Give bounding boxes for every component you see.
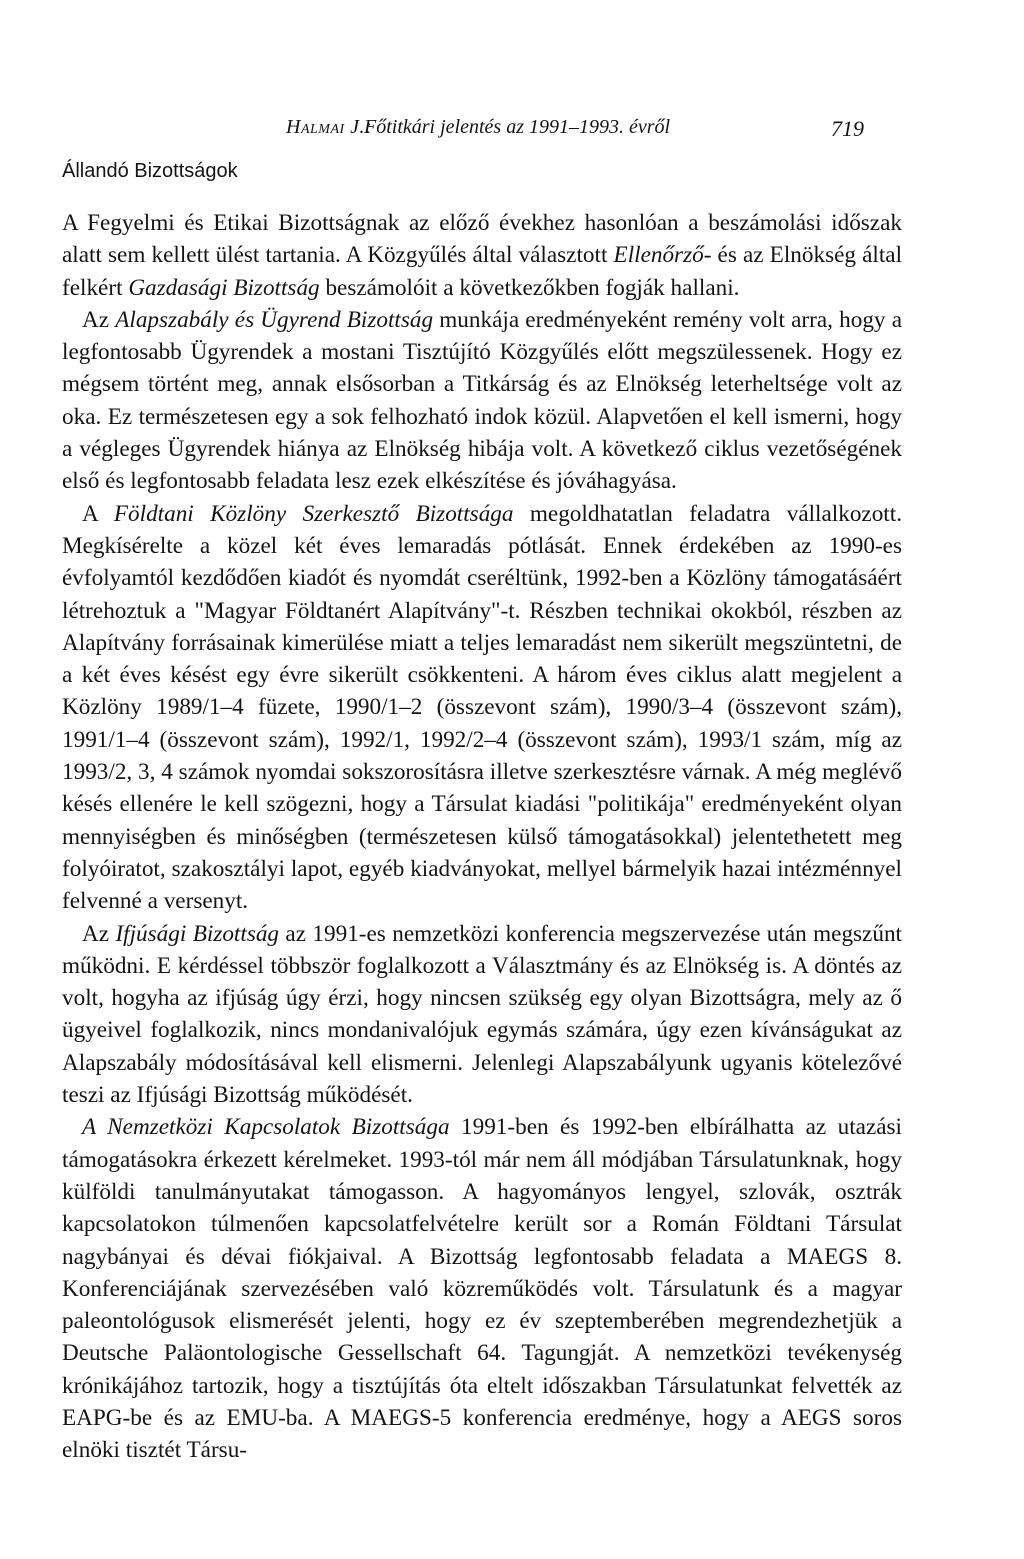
text-run: A <box>82 500 114 527</box>
text-run: 1991-ben és 1992-ben elbírálhatta az utazási támogatásokra érkezett kérelmeket. 1993-tól már nem áll módjában Társulatunknak, hogy külföldi tanulmányutakat támogasson. A hagyományos lengyel, szlovák, osztrák kapcsolatokon túlmenően kapcsolatfelvételre került sor a Román Földtani Társulat nagybányai és dévai fiókjaival. A Bizottság legfontosabb feladata a MAEGS 8. Konferenciájának szervezésében való közreműködés volt. Társulatunk és a magyar paleontológusok elismerését jelenti, hogy ez év szeptemberében megrendezhetjük a Deutsche Paläontologische Gessellschaft 64. Tagungját. A nemzetközi tevékenység krónikájához tartozik, hogy a tisztújítás óta eltelt időszakban Társulatunkat felvették az EAPG-be és az EMU-ba. A MAEGS-5 konferencia eredménye, hogy a AEGS soros elnöki tisztét Társu- <box>62 1114 902 1464</box>
italic-term: Alapszabály és Ügyrend Bizottság <box>115 306 434 333</box>
text-run: A Fegyelmi és Etikai Bizottságnak az előző évekhez hasonlóan a beszámolási időszak alatt sem kellett ülést tartania. A Közgyűlés által választott <box>62 210 902 269</box>
text-run: Az <box>82 306 116 333</box>
italic-term: Ellenőrző- <box>613 242 712 269</box>
text-run: Az <box>82 920 116 947</box>
body-text <box>62 207 902 1467</box>
paragraph-international-committee <box>62 1111 902 1466</box>
text-run: munkája eredményeként remény volt arra, hogy a legfontosabb Ügyrendek a mostani Tisztújító Közgyűlés előtt megszülessenek. Hogy ez mégsem történt meg, annak elsősorban a Titkárság és az Elnökség leterheltsége volt az oka. Ez természetesen egy a sok felhozható indok közül. Alapvetően el kell ismerni, hogy a végleges Ügyrendek hiánya az Elnökség hibája volt. A következő ciklus vezetőségének első és legfontosabb feladata lesz ezek elkészítése és jóváhagyása. <box>62 306 902 495</box>
paragraph-disciplinary-committee <box>62 207 902 304</box>
italic-term: Gazdasági Bizottság <box>128 274 320 301</box>
running-head <box>0 116 1024 146</box>
section-heading: Állandó Bizottságok <box>62 160 238 182</box>
italic-term: A Nemzetközi Kapcsolatok Bizottsága <box>82 1114 450 1141</box>
text-run: beszámolóit a következőkben fogják hallani. <box>319 274 740 301</box>
running-head-title: Főtitkári jelentés az 1991–1993. évről <box>364 116 671 138</box>
text-run: az 1991-es nemzetközi konferencia megszervezése után megszűnt működni. E kérdéssel többször foglalkozott a Választmány és az Elnökség is. A döntés az volt, hogyha az ifjúság úgy érzi, hogy nincsen szükség egy olyan Bizottságra, mely az ő ügyeivel foglalkozik, nincs mondanivalójuk egymás számára, úgy ezen kívánságukat az Alapszabály módosításával kell elismerni. Jelenlegi Alapszabályunk ugyanis kötelezővé teszi az Ifjúsági Bizottság működését. <box>62 920 902 1109</box>
page-number: 719 <box>831 116 864 141</box>
running-head-author: Halmai J.: <box>286 116 373 138</box>
paragraph-youth-committee <box>62 918 902 1112</box>
paragraph-editorial-board <box>62 498 902 918</box>
paragraph-statutes-committee <box>62 304 902 498</box>
italic-term: Ifjúsági Bizottság <box>115 920 280 947</box>
text-run: megoldhatatlan feladatra vállalkozott. Megkísérelte a közel két éves lemaradás pótlását. Ennek érdekében az 1990-es évfolyamtól kezdődően kiadót és nyomdát cseréltünk, 1992-ben a Közlöny támogatásáért létrehoztuk a "Magyar Földtanért Alapítvány"-t. Részben technikai okokból, részben az Alapítvány forrásainak kimerülése miatt a teljes lemaradást nem sikerült megszüntetni, de a két éves késést egy évre sikerült csökkenteni. A három éves ciklus alatt megjelent a Közlöny 1989/1–4 füzete, 1990/1–2 (összevont szám), 1990/3–4 (összevont szám), 1991/1–4 (összevont szám), 1992/1, 1992/2–4 (összevont szám), 1993/1 szám, míg az 1993/2, 3, 4 számok nyomdai sokszorosításra illetve szerkesztésre várnak. A még meglévő késés ellenére le kell szögezni, hogy a Társulat kiadási "politikája" eredményeként olyan mennyiségben és minőségben (természetesen külső támogatásokkal) jelentethetett meg folyóiratot, szakosztályi lapot, egyéb kiadványokat, mellyel bármelyik hazai intézménnyel felvenné a versenyt. <box>62 500 902 915</box>
text-run: és az Elnökség által felkért <box>62 242 903 301</box>
italic-term: Földtani Közlöny Szerkesztő Bizottsága <box>113 500 514 527</box>
